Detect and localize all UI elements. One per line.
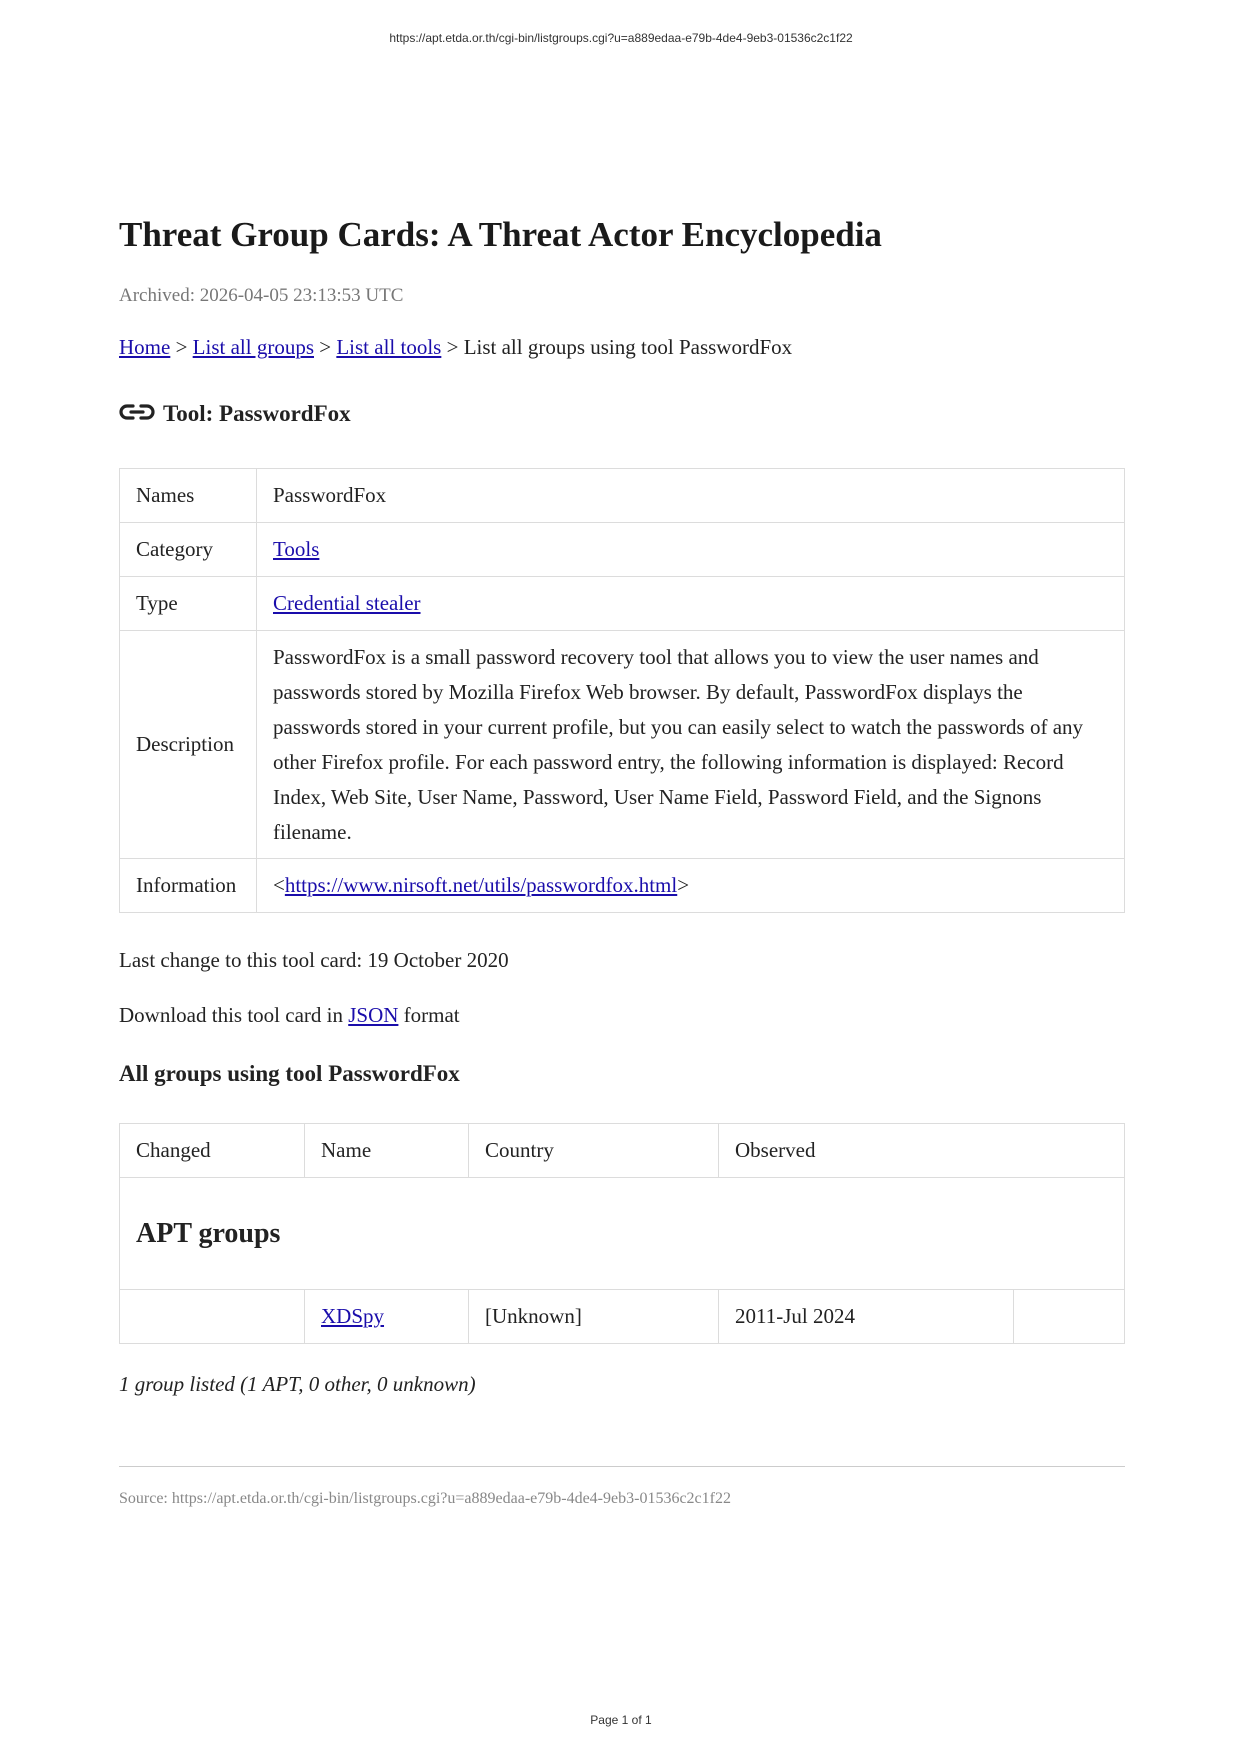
section-row — [120, 1178, 1125, 1290]
download-line — [119, 1003, 460, 1028]
page-title: Threat Group Cards: A Threat Actor Encyclopedia — [119, 215, 882, 254]
cell-country: [Unknown] — [469, 1290, 719, 1344]
source-url: Source: https://apt.etda.or.th/cgi-bin/listgroups.cgi?u=a889edaa-e79b-4de4-9eb3-01536c2c1f22 — [119, 1490, 731, 1507]
groups-heading: All groups using tool PasswordFox — [119, 1061, 460, 1086]
section-cell — [120, 1178, 1125, 1290]
tool-title: Tool: PasswordFox — [163, 401, 351, 426]
column-header-country: Country — [469, 1124, 719, 1178]
download-prefix: Download this tool card in — [119, 1003, 349, 1027]
breadcrumb — [119, 335, 792, 360]
table-header-row — [120, 1124, 1125, 1178]
breadcrumb-separator: > — [170, 335, 193, 359]
description-label: Description — [120, 631, 257, 859]
breadcrumb-list-groups-link[interactable]: List all groups — [192, 335, 314, 359]
download-suffix: format — [398, 1003, 460, 1027]
cell-changed — [120, 1290, 305, 1344]
information-label: Information — [120, 859, 257, 913]
tool-card-table — [119, 468, 1125, 913]
breadcrumb-current: List all groups using tool PasswordFox — [463, 335, 793, 359]
category-link[interactable]: Tools — [273, 537, 320, 561]
group-link-xdspy[interactable]: XDSpy — [321, 1304, 385, 1328]
section-title-apt-groups: APT groups — [136, 1217, 281, 1249]
column-header-name: Name — [305, 1124, 469, 1178]
table-row — [120, 859, 1125, 913]
information-link[interactable]: https://www.nirsoft.net/utils/passwordfox.html — [284, 873, 678, 897]
page-number: Page 1 of 1 — [590, 1713, 652, 1727]
table-row — [120, 1290, 1125, 1344]
print-header-url: https://apt.etda.or.th/cgi-bin/listgroups.cgi?u=a889edaa-e79b-4de4-9eb3-01536c2c1f22 — [389, 31, 853, 45]
names-value: PasswordFox — [257, 469, 1125, 523]
groups-table — [119, 1123, 1125, 1344]
groups-summary: 1 group listed (1 APT, 0 other, 0 unknown) — [119, 1372, 476, 1396]
cell-observed: 2011-Jul 2024 — [719, 1290, 1014, 1344]
horizontal-divider — [119, 1466, 1125, 1467]
archived-timestamp: Archived: 2026-04-05 23:13:53 UTC — [119, 285, 404, 306]
cell-extra — [1014, 1290, 1125, 1344]
tool-heading — [119, 399, 351, 429]
main-content — [119, 210, 1125, 1507]
link-icon — [119, 399, 155, 425]
category-cell — [257, 523, 1125, 577]
type-cell — [257, 577, 1125, 631]
breadcrumb-home-link[interactable]: Home — [119, 335, 171, 359]
column-header-observed: Observed — [719, 1124, 1125, 1178]
column-header-changed: Changed — [120, 1124, 305, 1178]
cell-name — [305, 1290, 469, 1344]
type-label: Type — [120, 577, 257, 631]
angle-close: > — [677, 873, 690, 897]
description-value: PasswordFox is a small password recovery tool that allows you to view the user names and passwords stored by Mozilla Firefox Web browser. By default, PasswordFox displays the passwords stored in your current profile, but you can easily select to watch the passwords of any other Firefox profile. For each password entry, the following information is displayed: Record Index, Web Site, User Name, Password, User Name Field, Password Field, and the Signons filename. — [257, 631, 1125, 859]
names-label: Names — [120, 469, 257, 523]
information-cell — [257, 859, 1125, 913]
category-label: Category — [120, 523, 257, 577]
angle-open: < — [273, 873, 285, 897]
breadcrumb-list-tools-link[interactable]: List all tools — [336, 335, 442, 359]
breadcrumb-separator: > — [314, 335, 337, 359]
table-row — [120, 523, 1125, 577]
breadcrumb-separator: > — [441, 335, 464, 359]
table-row — [120, 577, 1125, 631]
type-link[interactable]: Credential stealer — [273, 591, 421, 615]
table-row — [120, 469, 1125, 523]
table-row — [120, 631, 1125, 859]
last-change-text: Last change to this tool card: 19 October 2020 — [119, 948, 509, 972]
json-download-link[interactable]: JSON — [348, 1003, 399, 1027]
